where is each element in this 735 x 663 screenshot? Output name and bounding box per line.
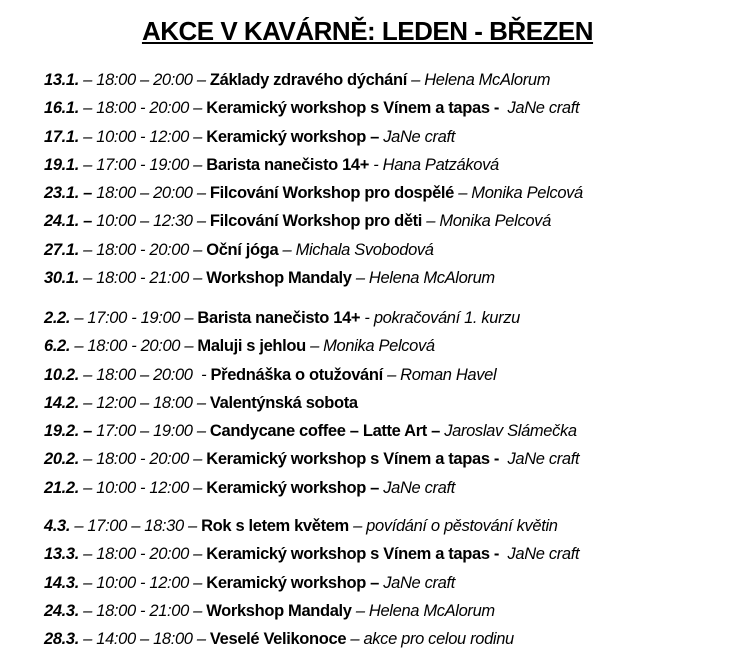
event-name: Oční jóga	[206, 240, 279, 259]
event-line	[44, 304, 579, 332]
event-line	[44, 236, 583, 264]
event-time: – 18:00 - 20:00 –	[70, 337, 198, 356]
event-line	[44, 597, 579, 625]
event-line	[44, 151, 583, 179]
event-name: Základy zdravého dýchání	[209, 71, 407, 89]
event-line	[44, 569, 579, 597]
event-details: – Helena McAlorum	[351, 269, 495, 288]
event-name: Workshop Mandaly	[206, 269, 352, 288]
event-date: 30.1.	[44, 269, 79, 288]
event-time: – 18:00 - 21:00 –	[78, 269, 207, 288]
event-time: – 17:00 - 19:00 –	[70, 309, 198, 327]
event-name: Barista nanečisto 14+	[197, 309, 361, 327]
event-time: – 18:00 - 20:00 –	[78, 99, 207, 118]
event-name: Keramický workshop –	[206, 478, 379, 497]
event-name: Filcování Workshop pro dospělé	[209, 184, 454, 203]
event-line	[44, 445, 579, 473]
event-name: Přednáška o otužování	[210, 365, 383, 384]
event-line	[44, 474, 579, 502]
event-date: 20.2.	[44, 450, 79, 469]
event-name: Valentýnská sobota	[209, 393, 358, 412]
event-details: - pokračování 1. kurzu	[360, 309, 520, 327]
event-date: 19.2. –	[44, 422, 93, 441]
event-details: – Helena McAlorum	[406, 71, 551, 89]
event-date: 13.1.	[44, 71, 79, 89]
event-date: 10.2.	[44, 365, 79, 384]
event-details: – Monika Pelcová	[305, 337, 435, 356]
event-time: – 17:00 – 18:30 –	[70, 517, 202, 535]
event-date: 27.1.	[44, 240, 79, 259]
event-time: 17:00 – 19:00 –	[92, 422, 210, 441]
event-details: – Helena McAlorum	[351, 601, 495, 620]
event-line	[44, 179, 583, 207]
event-details: – Monika Pelcová	[454, 184, 583, 203]
event-time: – 18:00 – 20:00 –	[78, 71, 210, 89]
event-date: 24.3.	[44, 601, 79, 620]
event-time: – 18:00 – 20:00 -	[78, 365, 211, 384]
event-name: Veselé Velikonoce	[209, 630, 347, 649]
event-time: – 10:00 - 12:00 –	[78, 478, 207, 497]
event-date: 14.2.	[44, 393, 79, 412]
page-title: AKCE V KAVÁRNĚ: LEDEN - BŘEZEN	[141, 16, 594, 46]
event-details: JaNe craft	[379, 127, 455, 146]
january-events	[44, 66, 583, 292]
event-details: – Roman Havel	[382, 365, 497, 384]
event-details: – Michala Svobodová	[278, 240, 434, 259]
event-line	[44, 417, 579, 445]
event-time: 10:00 – 12:30 –	[92, 212, 210, 231]
event-name: Maluji s jehlou	[197, 337, 306, 356]
event-date: 13.3.	[44, 545, 79, 564]
event-date: 2.2.	[44, 309, 71, 327]
event-date: 21.2.	[44, 478, 79, 497]
event-line	[44, 66, 583, 94]
event-time: – 10:00 - 12:00 –	[78, 127, 207, 146]
event-details: - Hana Patzáková	[369, 155, 499, 174]
event-time: – 18:00 - 20:00 –	[78, 545, 207, 564]
event-time: – 10:00 - 12:00 –	[78, 573, 207, 592]
event-time: – 18:00 - 20:00 –	[78, 240, 207, 259]
event-time: – 14:00 – 18:00 –	[78, 630, 210, 649]
event-name: Keramický workshop –	[206, 573, 379, 592]
event-line	[44, 625, 579, 653]
event-name: Keramický workshop s Vínem a tapas -	[206, 99, 504, 118]
event-line	[44, 512, 579, 540]
event-details: JaNe craft	[503, 99, 580, 118]
event-details: – Monika Pelcová	[422, 212, 551, 231]
february-events	[44, 304, 579, 502]
event-line	[44, 264, 583, 292]
event-name: Keramický workshop s Vínem a tapas -	[206, 450, 504, 469]
event-time: – 18:00 - 21:00 –	[78, 601, 207, 620]
event-details: JaNe craft	[379, 573, 455, 592]
event-date: 23.1. –	[44, 184, 93, 203]
event-time: – 18:00 - 20:00 –	[78, 450, 207, 469]
event-line	[44, 332, 579, 360]
event-date: 17.1.	[44, 127, 79, 146]
event-details: – povídání o pěstování květin	[348, 517, 558, 535]
event-date: 19.1.	[44, 155, 79, 174]
event-date: 24.1. –	[44, 212, 93, 231]
event-details: JaNe craft	[503, 545, 580, 564]
event-name: Keramický workshop s Vínem a tapas -	[206, 545, 504, 564]
event-date: 4.3.	[44, 517, 71, 535]
event-name: Barista nanečisto 14+	[206, 155, 370, 174]
march-events	[44, 512, 579, 653]
event-details: – akce pro celou rodinu	[346, 630, 514, 649]
event-line	[44, 123, 583, 151]
event-line	[44, 389, 579, 417]
event-date: 16.1.	[44, 99, 79, 118]
event-name: Workshop Mandaly	[206, 601, 352, 620]
event-time: – 12:00 – 18:00 –	[78, 393, 210, 412]
event-line	[44, 361, 579, 389]
event-name: Keramický workshop –	[206, 127, 379, 146]
event-name: Rok s letem květem	[201, 517, 349, 535]
event-date: 6.2.	[44, 337, 71, 356]
event-details: Jaroslav Slámečka	[439, 422, 577, 441]
event-time: 18:00 – 20:00 –	[92, 184, 210, 203]
event-line	[44, 540, 579, 568]
event-line	[44, 207, 583, 235]
event-name: Filcování Workshop pro děti	[209, 212, 423, 231]
event-details: JaNe craft	[503, 450, 580, 469]
event-time: – 17:00 - 19:00 –	[78, 155, 207, 174]
event-details: JaNe craft	[379, 478, 455, 497]
event-date: 28.3.	[44, 630, 79, 649]
event-date: 14.3.	[44, 573, 79, 592]
event-name: Candycane coffee – Latte Art –	[209, 422, 440, 441]
event-line	[44, 94, 583, 122]
